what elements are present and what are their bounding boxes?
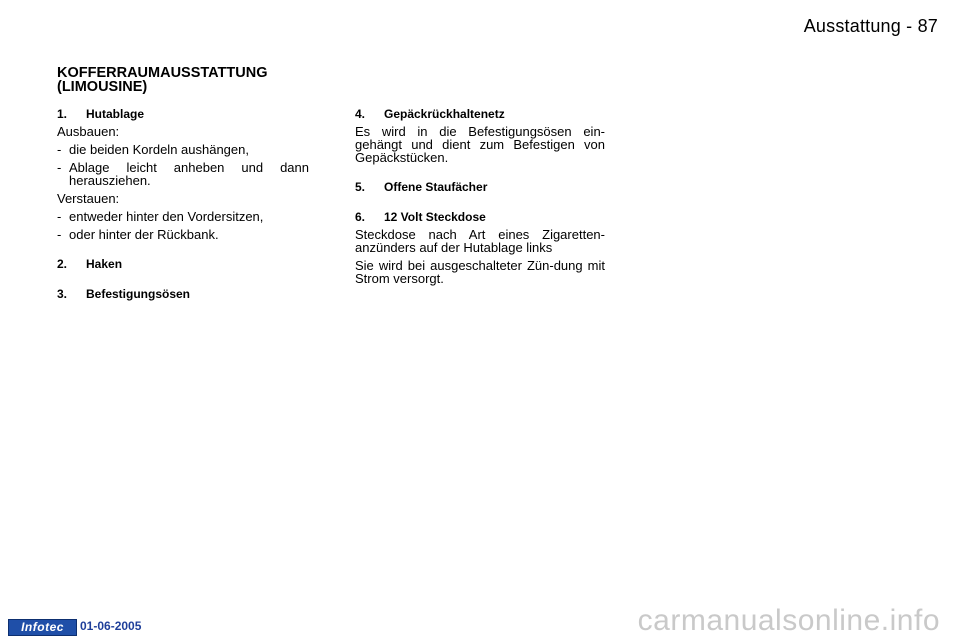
ausbauen-step-text: die beiden Kordeln aushängen, xyxy=(69,142,249,157)
item-6-text-1: Steckdose nach Art eines Zigaretten-anzünders auf der Hutablage links xyxy=(355,227,605,255)
item-3-title: Befestigungsösen xyxy=(86,287,191,301)
verstauen-label: Verstauen: xyxy=(57,191,120,206)
bullet-dash: - xyxy=(57,142,62,157)
item-5-title: Offene Staufächer xyxy=(384,180,488,194)
item-1-heading xyxy=(57,107,309,121)
infotec-logo: Infotec xyxy=(8,619,77,636)
item-1-title: Hutablage xyxy=(86,107,145,121)
ausbauen-step xyxy=(57,143,309,156)
item-6-title: 12 Volt Steckdose xyxy=(384,210,486,224)
verstauen-step-text: oder hinter der Rückbank. xyxy=(69,227,219,242)
item-2-title: Haken xyxy=(86,257,123,271)
verstauen-step xyxy=(57,210,309,223)
item-3-number: 3. xyxy=(57,287,68,301)
footer-date: 01-06-2005 xyxy=(80,619,142,633)
item-6-text-2: Sie wird bei ausgeschalteter Zün-dung mit Strom versorgt. xyxy=(355,258,605,286)
item-5-number: 5. xyxy=(355,180,366,194)
verstauen-step xyxy=(57,228,309,241)
right-column xyxy=(355,107,605,290)
item-4-text: Es wird in die Befestigungsösen ein-gehängt und dient zum Befestigen von Gepäckstücken. xyxy=(355,124,605,165)
item-1-number: 1. xyxy=(57,107,68,121)
ausbauen-step xyxy=(57,161,309,187)
section-title-line1: KOFFERRAUMAUSSTATTUNG xyxy=(57,65,268,81)
section-title-line2: (LIMOUSINE) xyxy=(57,79,148,95)
verstauen-step-text: entweder hinter den Vordersitzen, xyxy=(69,209,264,224)
item-2-number: 2. xyxy=(57,257,68,271)
item-6-number: 6. xyxy=(355,210,366,224)
item-2-heading xyxy=(57,257,309,271)
item-4-number: 4. xyxy=(355,107,366,121)
bullet-dash: - xyxy=(57,227,62,242)
left-column xyxy=(57,107,309,305)
item-3-heading xyxy=(57,287,309,301)
watermark: carmanualsonline.info xyxy=(637,604,940,637)
ausbauen-label: Ausbauen: xyxy=(57,124,120,139)
item-4-heading xyxy=(355,107,605,121)
section-title xyxy=(57,66,327,94)
item-6-heading xyxy=(355,210,605,224)
bullet-dash: - xyxy=(57,209,62,224)
page-header: Ausstattung - 87 xyxy=(803,16,938,36)
item-4-title: Gepäckrückhaltenetz xyxy=(384,107,505,121)
item-5-heading xyxy=(355,180,605,194)
bullet-dash: - xyxy=(57,160,62,175)
ausbauen-step-text: Ablage leicht anheben und dann herausziehen. xyxy=(69,160,309,188)
